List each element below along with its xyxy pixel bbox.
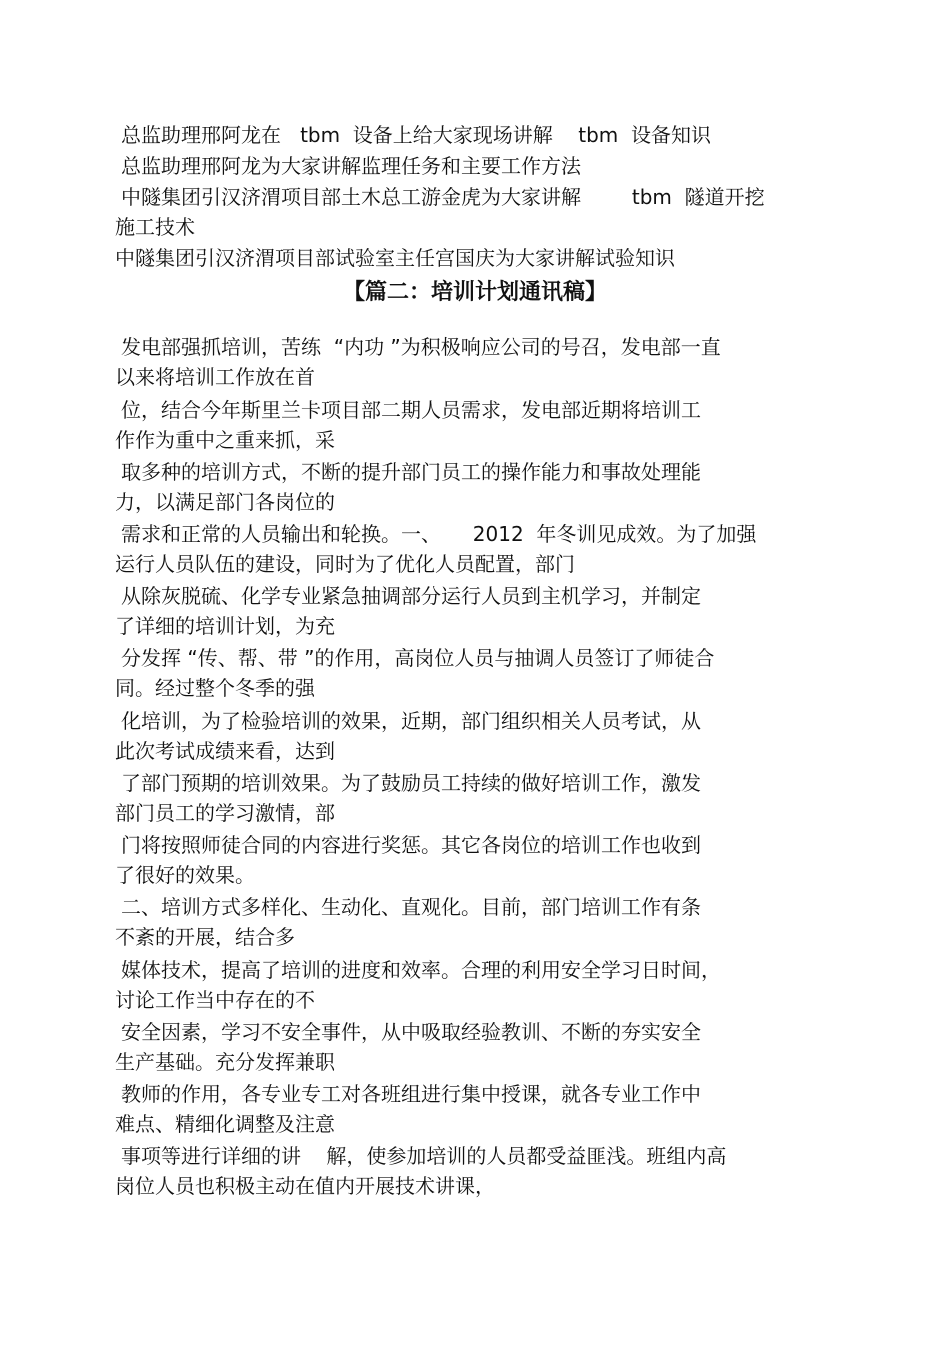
article-line: 此次考试成绩来看，达到 [115,739,335,763]
article-line: 门将按照师徒合同的内容进行奖惩。其它各岗位的培训工作也收到 [121,833,701,857]
photo-caption: 中隧集团引汉济渭项目部土木总工游金虎为大家讲解 tbm 隧道开挖 [121,185,765,209]
article-line: 了很好的效果。 [115,863,255,887]
article-line: 了部门预期的培训效果。为了鼓励员工持续的做好培训工作，激发 [121,771,701,795]
article-line: 从除灰脱硫、化学专业紧急抽调部分运行人员到主机学习，并制定 [121,584,701,608]
article-line: 化培训，为了检验培训的效果，近期，部门组织相关人员考试，从 [121,709,701,733]
article-line: 作作为重中之重来抓，采 [115,428,335,452]
article-line: 不紊的开展，结合多 [115,925,295,949]
article-line: 难点、精细化调整及注意 [115,1112,335,1136]
article-line: 分发挥 “传、帮、带 ”的作用，高岗位人员与抽调人员签订了师徒合 [121,646,715,670]
article-line: 生产基础。充分发挥兼职 [115,1050,335,1074]
article-line: 取多种的培训方式，不断的提升部门员工的操作能力和事故处理能 [121,460,701,484]
photo-caption: 总监助理邢阿龙为大家讲解监理任务和主要工作方法 [121,154,581,178]
photo-caption: 总监助理邢阿龙在 tbm 设备上给大家现场讲解 tbm 设备知识 [121,123,711,147]
article-line: 同。经过整个冬季的强 [115,676,315,700]
article-line: 位，结合今年斯里兰卡项目部二期人员需求，发电部近期将培训工 [121,398,701,422]
article-line: 部门员工的学习激情，部 [115,801,335,825]
article-line: 二、培训方式多样化、生动化、直观化。目前，部门培训工作有条 [121,895,701,919]
photo-caption: 施工技术 [115,215,195,239]
article-line: 以来将培训工作放在首 [115,365,315,389]
article-line: 事项等进行详细的讲 解，使参加培训的人员都受益匪浅。班组内高 [121,1144,727,1168]
article-line: 了详细的培训计划，为充 [115,614,335,638]
article-line: 安全因素，学习不安全事件，从中吸取经验教训、不断的夯实安全 [121,1020,701,1044]
article-line: 发电部强抓培训，苦练 “内功 ”为积极响应公司的号召，发电部一直 [121,335,721,359]
article-line: 讨论工作当中存在的不 [115,988,315,1012]
article-line: 需求和正常的人员输出和轮换。一、 2012 年冬训见成效。为了加强 [121,522,757,546]
article-line: 运行人员队伍的建设，同时为了优化人员配置，部门 [115,552,575,576]
article-line: 岗位人员也积极主动在值内开展技术讲课， [115,1174,495,1198]
photo-caption: 中隧集团引汉济渭项目部试验室主任宫国庆为大家讲解试验知识 [115,246,675,270]
article-line: 教师的作用，各专业专工对各班组进行集中授课，就各专业工作中 [121,1082,701,1106]
section-title: 【篇二：培训计划通讯稿】 [342,280,607,305]
article-line: 媒体技术，提高了培训的进度和效率。合理的利用安全学习日时间， [121,958,721,982]
article-line: 力，以满足部门各岗位的 [115,490,335,514]
